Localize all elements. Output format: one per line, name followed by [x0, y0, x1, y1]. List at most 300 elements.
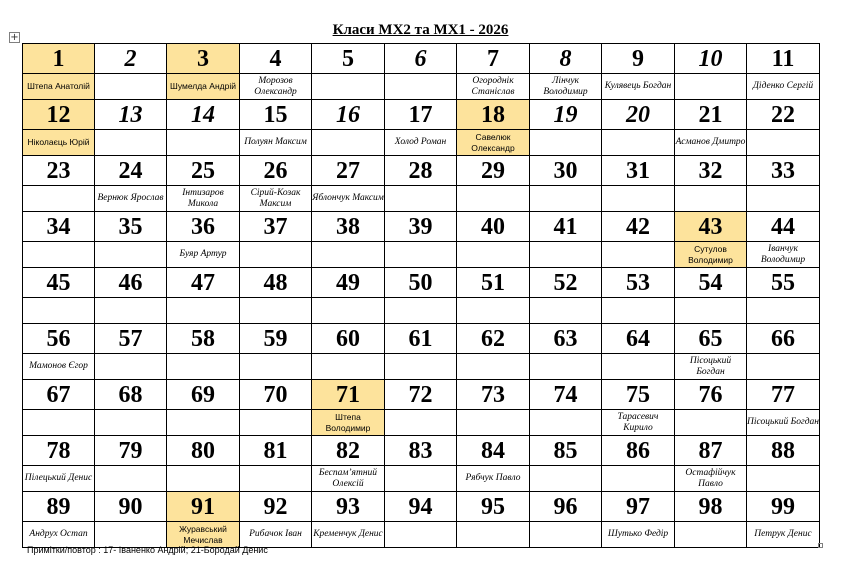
name-cell[interactable] — [530, 466, 602, 492]
name-row — [23, 522, 820, 548]
number-cell[interactable] — [95, 436, 167, 466]
name-cell[interactable] — [602, 522, 675, 548]
table-resize-handle[interactable] — [818, 543, 823, 548]
number-cell[interactable] — [385, 212, 457, 242]
number-cell[interactable] — [167, 44, 240, 74]
class-number: 16 — [336, 101, 360, 128]
number-cell[interactable] — [312, 100, 385, 130]
name-cell[interactable] — [530, 298, 602, 324]
class-number: 83 — [408, 437, 433, 464]
number-cell[interactable] — [602, 212, 675, 242]
class-number: 31 — [626, 157, 650, 184]
number-cell[interactable] — [23, 44, 95, 74]
name-row — [23, 242, 820, 268]
number-cell[interactable] — [240, 324, 312, 354]
name-cell[interactable] — [675, 522, 747, 548]
class-number: 90 — [118, 493, 143, 520]
name-cell[interactable] — [530, 410, 602, 436]
number-cell[interactable] — [312, 324, 385, 354]
number-cell[interactable] — [675, 324, 747, 354]
student-name: Інтизаров Микола — [182, 187, 224, 209]
class-number: 1 — [52, 45, 65, 72]
name-cell[interactable] — [312, 130, 385, 156]
number-cell[interactable] — [167, 212, 240, 242]
student-name: Ніколаєць Юрій — [27, 137, 90, 147]
number-cell[interactable] — [747, 324, 820, 354]
number-cell[interactable] — [457, 324, 530, 354]
class-number: 94 — [408, 493, 433, 520]
number-cell[interactable] — [747, 156, 820, 186]
name-cell[interactable] — [23, 522, 95, 548]
name-cell[interactable] — [23, 242, 95, 268]
class-number: 48 — [263, 269, 288, 296]
number-cell[interactable] — [675, 44, 747, 74]
table-move-handle[interactable]: + — [10, 32, 19, 43]
student-name: Шумелда Андрій — [170, 81, 236, 91]
name-cell[interactable] — [747, 298, 820, 324]
name-cell[interactable] — [530, 242, 602, 268]
student-name: Шутько Федір — [607, 529, 669, 539]
student-name: Пісоцький Богдан — [747, 417, 819, 427]
number-cell[interactable] — [312, 436, 385, 466]
name-cell[interactable] — [530, 130, 602, 156]
class-number: 49 — [336, 269, 360, 296]
name-cell[interactable] — [240, 354, 312, 380]
number-cell[interactable] — [95, 492, 167, 522]
name-cell[interactable] — [747, 354, 820, 380]
number-cell[interactable] — [167, 324, 240, 354]
name-cell[interactable] — [167, 130, 240, 156]
number-row — [23, 380, 820, 410]
student-name: Кременчук Денис — [313, 529, 383, 539]
number-cell[interactable] — [530, 156, 602, 186]
class-number: 68 — [118, 381, 143, 408]
name-cell[interactable] — [747, 410, 820, 436]
name-cell[interactable] — [385, 298, 457, 324]
class-number: 63 — [553, 325, 578, 352]
name-cell[interactable] — [167, 466, 240, 492]
name-cell[interactable] — [95, 354, 167, 380]
class-number: 36 — [191, 213, 215, 240]
number-cell[interactable] — [457, 492, 530, 522]
name-cell[interactable] — [23, 130, 95, 156]
name-cell[interactable] — [385, 186, 457, 212]
class-number: 52 — [553, 269, 578, 296]
number-cell[interactable] — [457, 268, 530, 298]
class-number: 33 — [771, 157, 795, 184]
class-number: 91 — [191, 493, 215, 520]
name-cell[interactable] — [95, 522, 167, 548]
number-cell[interactable] — [530, 436, 602, 466]
class-number: 9 — [632, 45, 644, 72]
number-cell[interactable] — [385, 268, 457, 298]
class-number: 14 — [191, 101, 215, 128]
number-cell[interactable] — [602, 44, 675, 74]
name-cell[interactable] — [167, 298, 240, 324]
name-cell[interactable] — [602, 298, 675, 324]
name-cell[interactable] — [457, 410, 530, 436]
name-cell[interactable] — [602, 130, 675, 156]
class-number: 95 — [481, 493, 505, 520]
name-cell[interactable] — [385, 242, 457, 268]
number-cell[interactable] — [95, 268, 167, 298]
number-cell[interactable] — [23, 268, 95, 298]
footnote: Примітки/повтор : 17- Іваненко Андрій; 21-Бородай Денис — [27, 545, 268, 555]
name-cell[interactable] — [240, 522, 312, 548]
number-cell[interactable] — [675, 380, 747, 410]
name-cell[interactable] — [95, 130, 167, 156]
number-cell[interactable] — [457, 44, 530, 74]
class-number: 64 — [626, 325, 650, 352]
number-cell[interactable] — [602, 492, 675, 522]
class-number: 67 — [46, 381, 71, 408]
name-cell[interactable] — [240, 466, 312, 492]
number-cell[interactable] — [167, 100, 240, 130]
class-number: 38 — [336, 213, 360, 240]
number-cell[interactable] — [530, 268, 602, 298]
class-number: 23 — [46, 157, 71, 184]
name-cell[interactable] — [312, 522, 385, 548]
name-cell[interactable] — [457, 522, 530, 548]
page-title: Класи МХ2 та МХ1 - 2026 — [332, 22, 509, 38]
student-name: Рябчук Павло — [465, 473, 521, 483]
class-number: 44 — [771, 213, 795, 240]
name-cell[interactable] — [312, 410, 385, 436]
class-number: 43 — [698, 213, 723, 240]
number-cell[interactable] — [95, 212, 167, 242]
number-cell[interactable] — [530, 324, 602, 354]
name-cell[interactable] — [167, 522, 240, 548]
class-number: 17 — [408, 101, 433, 128]
number-row — [23, 324, 820, 354]
name-cell[interactable] — [23, 410, 95, 436]
name-cell[interactable] — [602, 410, 675, 436]
name-cell[interactable] — [240, 130, 312, 156]
name-row — [23, 130, 820, 156]
number-cell[interactable] — [530, 380, 602, 410]
number-cell[interactable] — [95, 100, 167, 130]
name-cell[interactable] — [167, 410, 240, 436]
number-cell[interactable] — [23, 380, 95, 410]
class-number: 76 — [698, 381, 723, 408]
number-cell[interactable] — [95, 380, 167, 410]
class-number: 25 — [191, 157, 215, 184]
name-cell[interactable] — [23, 186, 95, 212]
number-row — [23, 44, 820, 74]
name-cell[interactable] — [602, 186, 675, 212]
name-cell[interactable] — [95, 410, 167, 436]
number-cell[interactable] — [675, 212, 747, 242]
number-cell[interactable] — [312, 212, 385, 242]
class-number: 70 — [263, 381, 288, 408]
class-number: 11 — [771, 45, 795, 72]
name-cell[interactable] — [530, 354, 602, 380]
number-cell[interactable] — [312, 156, 385, 186]
number-cell[interactable] — [747, 44, 820, 74]
class-number: 4 — [269, 45, 282, 72]
class-number: 5 — [342, 45, 354, 72]
name-cell[interactable] — [23, 298, 95, 324]
name-cell[interactable] — [530, 74, 602, 100]
class-number: 12 — [46, 101, 71, 128]
name-cell[interactable] — [675, 410, 747, 436]
class-number: 2 — [124, 45, 137, 72]
class-number: 54 — [698, 269, 723, 296]
class-number: 32 — [698, 157, 723, 184]
class-number: 74 — [553, 381, 578, 408]
class-number: 73 — [481, 381, 505, 408]
number-cell[interactable] — [675, 156, 747, 186]
number-cell[interactable] — [385, 100, 457, 130]
name-cell[interactable] — [385, 522, 457, 548]
name-cell[interactable] — [240, 186, 312, 212]
number-cell[interactable] — [602, 268, 675, 298]
student-name: Журавський Мечислав — [179, 523, 227, 545]
number-cell[interactable] — [385, 44, 457, 74]
name-cell[interactable] — [240, 242, 312, 268]
number-cell[interactable] — [167, 492, 240, 522]
name-cell[interactable] — [23, 74, 95, 100]
name-cell[interactable] — [385, 466, 457, 492]
name-cell[interactable] — [240, 410, 312, 436]
name-cell[interactable] — [747, 522, 820, 548]
name-cell[interactable] — [457, 186, 530, 212]
class-number: 85 — [553, 437, 578, 464]
name-cell[interactable] — [675, 354, 747, 380]
name-cell[interactable] — [675, 130, 747, 156]
student-name: Пісоцький Богдан — [689, 355, 732, 377]
number-cell[interactable] — [95, 44, 167, 74]
name-cell[interactable] — [312, 298, 385, 324]
class-number: 37 — [263, 213, 288, 240]
class-number: 86 — [626, 437, 650, 464]
number-cell[interactable] — [240, 380, 312, 410]
student-name: Андрух Остап — [29, 529, 88, 539]
class-number: 10 — [698, 45, 723, 72]
number-cell[interactable] — [747, 436, 820, 466]
number-cell[interactable] — [240, 492, 312, 522]
student-name: Штепа Володимир — [325, 411, 371, 433]
class-number: 75 — [626, 381, 650, 408]
number-cell[interactable] — [167, 380, 240, 410]
class-number: 40 — [481, 213, 505, 240]
class-number: 42 — [626, 213, 650, 240]
name-cell[interactable] — [312, 186, 385, 212]
name-cell[interactable] — [747, 130, 820, 156]
student-name: Пілецький Денис — [24, 473, 93, 483]
name-cell[interactable] — [457, 354, 530, 380]
name-cell[interactable] — [95, 242, 167, 268]
number-cell[interactable] — [167, 268, 240, 298]
name-cell[interactable] — [385, 410, 457, 436]
class-number: 71 — [336, 381, 360, 408]
student-name: Іванчук Володимир — [760, 243, 806, 265]
number-cell[interactable] — [385, 380, 457, 410]
number-cell[interactable] — [23, 436, 95, 466]
number-cell[interactable] — [747, 100, 820, 130]
class-number: 41 — [553, 213, 578, 240]
name-cell[interactable] — [312, 354, 385, 380]
student-name: Морозов Олександр — [254, 75, 297, 97]
name-cell[interactable] — [747, 466, 820, 492]
number-cell[interactable] — [675, 268, 747, 298]
class-number: 27 — [336, 157, 360, 184]
number-cell[interactable] — [675, 436, 747, 466]
name-cell[interactable] — [95, 74, 167, 100]
number-cell[interactable] — [167, 436, 240, 466]
name-cell[interactable] — [95, 186, 167, 212]
number-cell[interactable] — [602, 436, 675, 466]
class-number: 34 — [46, 213, 71, 240]
name-cell[interactable] — [312, 242, 385, 268]
class-number: 28 — [408, 157, 433, 184]
number-cell[interactable] — [167, 156, 240, 186]
class-number: 79 — [118, 437, 143, 464]
number-cell[interactable] — [95, 156, 167, 186]
name-cell[interactable] — [167, 74, 240, 100]
name-cell[interactable] — [602, 242, 675, 268]
class-number: 77 — [771, 381, 795, 408]
class-number: 19 — [553, 101, 578, 128]
number-cell[interactable] — [457, 380, 530, 410]
name-cell[interactable] — [530, 522, 602, 548]
student-name: Огороднік Станіслав — [471, 75, 515, 97]
name-cell[interactable] — [457, 130, 530, 156]
class-number: 93 — [336, 493, 360, 520]
number-cell[interactable] — [530, 44, 602, 74]
student-name: Діденко Сергій — [752, 81, 814, 91]
number-cell[interactable] — [312, 492, 385, 522]
name-cell[interactable] — [675, 74, 747, 100]
name-cell[interactable] — [95, 298, 167, 324]
class-number: 26 — [263, 157, 288, 184]
class-number: 18 — [481, 101, 505, 128]
number-cell[interactable] — [312, 268, 385, 298]
name-cell[interactable] — [602, 74, 675, 100]
class-number: 29 — [481, 157, 505, 184]
name-cell[interactable] — [747, 74, 820, 100]
name-cell[interactable] — [602, 354, 675, 380]
name-cell[interactable] — [675, 466, 747, 492]
name-cell[interactable] — [457, 242, 530, 268]
number-cell[interactable] — [530, 100, 602, 130]
number-cell[interactable] — [747, 268, 820, 298]
number-cell[interactable] — [675, 492, 747, 522]
class-table — [22, 43, 820, 548]
number-cell[interactable] — [240, 268, 312, 298]
name-cell[interactable] — [457, 298, 530, 324]
number-cell[interactable] — [23, 324, 95, 354]
student-name: Буяр Артур — [179, 249, 227, 259]
number-cell[interactable] — [747, 380, 820, 410]
number-cell[interactable] — [675, 100, 747, 130]
name-cell[interactable] — [240, 74, 312, 100]
number-cell[interactable] — [747, 492, 820, 522]
number-cell[interactable] — [240, 44, 312, 74]
name-cell[interactable] — [675, 242, 747, 268]
class-number: 53 — [626, 269, 650, 296]
class-number: 39 — [408, 213, 433, 240]
class-number: 87 — [698, 437, 723, 464]
number-cell[interactable] — [457, 212, 530, 242]
number-cell[interactable] — [602, 100, 675, 130]
number-cell[interactable] — [530, 212, 602, 242]
name-cell[interactable] — [747, 186, 820, 212]
name-cell[interactable] — [167, 186, 240, 212]
name-cell[interactable] — [675, 186, 747, 212]
number-cell[interactable] — [23, 100, 95, 130]
class-number: 78 — [46, 437, 71, 464]
class-number: 84 — [481, 437, 505, 464]
name-cell[interactable] — [457, 74, 530, 100]
class-number: 50 — [408, 269, 433, 296]
number-row — [23, 268, 820, 298]
name-cell[interactable] — [167, 354, 240, 380]
name-cell[interactable] — [23, 466, 95, 492]
number-cell[interactable] — [457, 100, 530, 130]
name-cell[interactable] — [167, 242, 240, 268]
name-cell[interactable] — [95, 466, 167, 492]
name-cell[interactable] — [602, 466, 675, 492]
name-cell[interactable] — [312, 74, 385, 100]
number-cell[interactable] — [385, 436, 457, 466]
number-cell[interactable] — [240, 100, 312, 130]
number-cell[interactable] — [240, 156, 312, 186]
class-number: 98 — [698, 493, 723, 520]
number-cell[interactable] — [385, 156, 457, 186]
class-number: 88 — [771, 437, 795, 464]
number-cell[interactable] — [95, 324, 167, 354]
class-number: 47 — [191, 269, 215, 296]
name-cell[interactable] — [23, 354, 95, 380]
name-cell[interactable] — [457, 466, 530, 492]
name-cell[interactable] — [385, 74, 457, 100]
number-cell[interactable] — [312, 44, 385, 74]
number-cell[interactable] — [23, 212, 95, 242]
name-cell[interactable] — [747, 242, 820, 268]
name-cell[interactable] — [385, 130, 457, 156]
name-cell[interactable] — [385, 354, 457, 380]
class-number: 30 — [553, 157, 578, 184]
number-cell[interactable] — [602, 380, 675, 410]
student-name: Тарасевич Кирило — [617, 411, 659, 433]
number-cell[interactable] — [312, 380, 385, 410]
name-cell[interactable] — [530, 186, 602, 212]
number-cell[interactable] — [240, 436, 312, 466]
class-number: 80 — [191, 437, 215, 464]
number-cell[interactable] — [602, 156, 675, 186]
number-cell[interactable] — [747, 212, 820, 242]
number-cell[interactable] — [457, 436, 530, 466]
student-name: Сірий-Козак Максим — [250, 187, 301, 209]
number-cell[interactable] — [602, 324, 675, 354]
name-cell[interactable] — [312, 466, 385, 492]
number-cell[interactable] — [385, 492, 457, 522]
name-row — [23, 186, 820, 212]
number-cell[interactable] — [530, 492, 602, 522]
number-cell[interactable] — [23, 492, 95, 522]
number-cell[interactable] — [457, 156, 530, 186]
number-cell[interactable] — [23, 156, 95, 186]
class-number: 15 — [263, 101, 288, 128]
student-name: Кулявець Богдан — [604, 81, 672, 91]
student-name: Штепа Анатолій — [27, 81, 90, 91]
name-cell[interactable] — [240, 298, 312, 324]
student-name: Рибачок Іван — [249, 529, 302, 539]
number-cell[interactable] — [385, 324, 457, 354]
number-cell[interactable] — [240, 212, 312, 242]
name-cell[interactable] — [675, 298, 747, 324]
